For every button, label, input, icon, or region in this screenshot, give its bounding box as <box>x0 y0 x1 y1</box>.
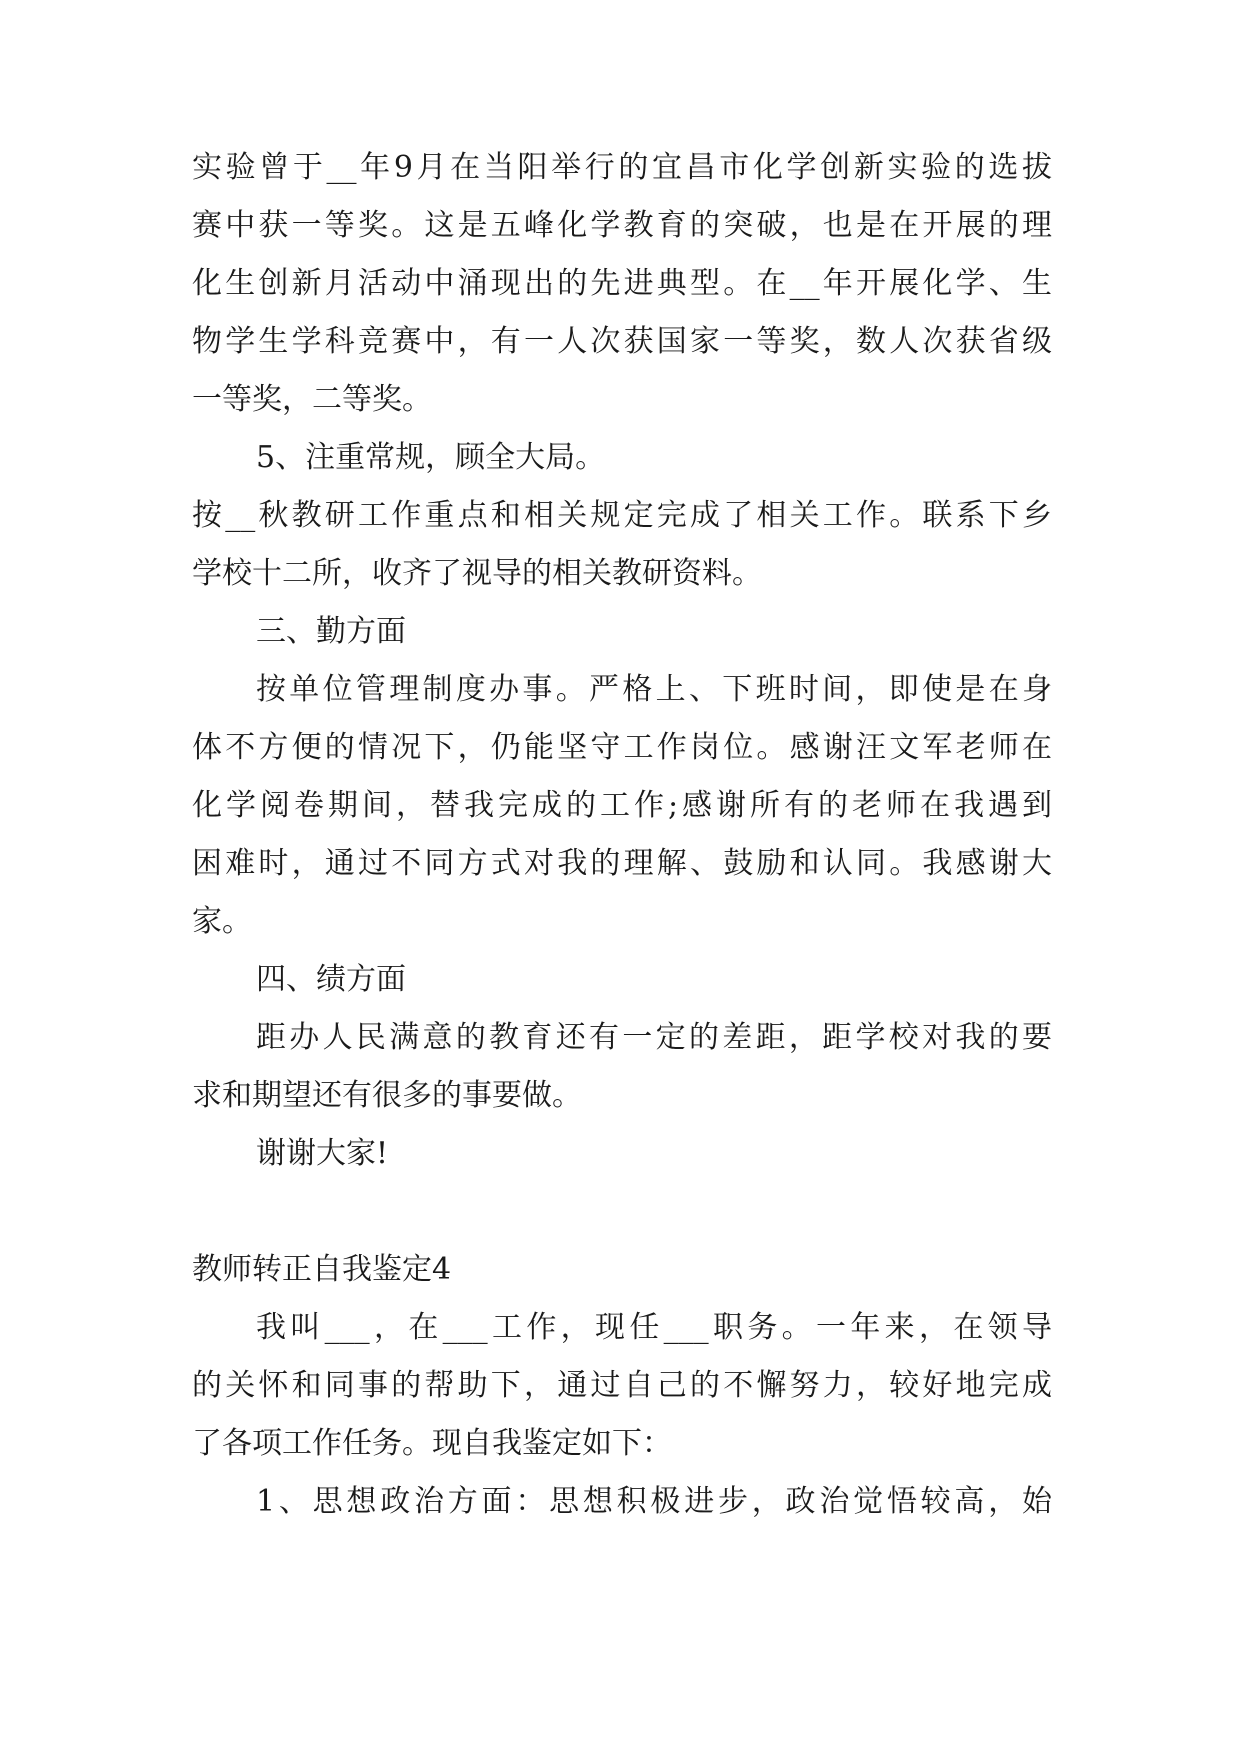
document-title: 教师转正自我鉴定4 <box>192 1252 452 1287</box>
paragraph-line: 赛中获一等奖。这是五峰化学教育的突破，也是在开展的理 <box>192 208 1052 243</box>
paragraph-line: 一等奖，二等奖。 <box>192 382 432 417</box>
paragraph-line: 了各项工作任务。现自我鉴定如下： <box>192 1426 672 1461</box>
paragraph-line: 化生创新月活动中涌现出的先进典型。在__年开展化学、生 <box>192 266 1052 301</box>
paragraph-line: 体不方便的情况下，仍能坚守工作岗位。感谢汪文军老师在 <box>192 730 1052 765</box>
paragraph-line: 我叫___，在___工作，现任___职务。一年来，在领导 <box>256 1310 1052 1345</box>
paragraph-line: 家。 <box>192 904 252 939</box>
paragraph-line: 化学阅卷期间，替我完成的工作;感谢所有的老师在我遇到 <box>192 788 1052 823</box>
paragraph-line: 实验曾于__年9月在当阳举行的宜昌市化学创新实验的选拔 <box>192 150 1052 185</box>
section-heading: 四、绩方面 <box>256 962 406 997</box>
section-heading: 三、勤方面 <box>256 614 406 649</box>
paragraph-line: 学校十二所，收齐了视导的相关教研资料。 <box>192 556 762 591</box>
paragraph-line: 按单位管理制度办事。严格上、下班时间，即使是在身 <box>256 672 1052 707</box>
paragraph-line: 物学生学科竞赛中，有一人次获国家一等奖，数人次获省级 <box>192 324 1052 359</box>
closing-line: 谢谢大家! <box>256 1136 389 1171</box>
paragraph-line: 按__秋教研工作重点和相关规定完成了相关工作。联系下乡 <box>192 498 1052 533</box>
paragraph-line: 困难时，通过不同方式对我的理解、鼓励和认同。我感谢大 <box>192 846 1052 881</box>
paragraph-line: 1、思想政治方面：思想积极进步，政治觉悟较高，始 <box>256 1484 1052 1519</box>
section-item-heading: 5、注重常规，顾全大局。 <box>256 440 606 475</box>
paragraph-line: 求和期望还有很多的事要做。 <box>192 1078 582 1113</box>
paragraph-line: 距办人民满意的教育还有一定的差距，距学校对我的要 <box>256 1020 1052 1055</box>
paragraph-line: 的关怀和同事的帮助下，通过自己的不懈努力，较好地完成 <box>192 1368 1052 1403</box>
